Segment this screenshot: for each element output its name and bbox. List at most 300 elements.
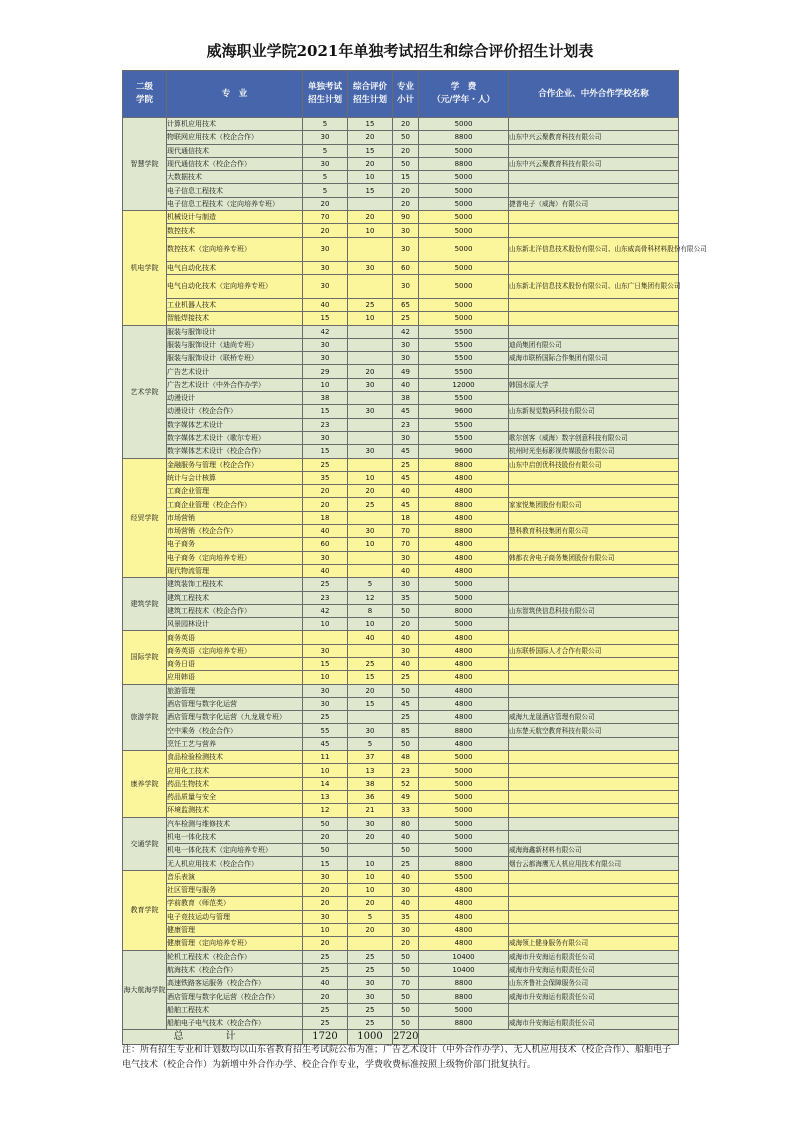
college-name: 智慧学院 [123, 118, 167, 211]
table-row [123, 184, 679, 197]
table-row [123, 224, 679, 237]
table-row [123, 990, 679, 1003]
major-subtotal: 40 [393, 830, 419, 843]
total-subtotal: 2720 [393, 1030, 419, 1045]
table-row [123, 591, 679, 604]
single-exam-plan: 20 [303, 197, 348, 210]
partner-name [509, 777, 679, 790]
header-partner: 合作企业、中外合作学校名称 [509, 71, 679, 118]
single-exam-plan: 20 [303, 498, 348, 511]
single-exam-plan: 14 [303, 777, 348, 790]
comprehensive-plan: 10 [348, 538, 393, 551]
major-subtotal: 35 [393, 591, 419, 604]
major-name: 广告艺术设计（中外合作办学） [167, 378, 303, 391]
tuition-fee: 5000 [419, 237, 509, 261]
table-row [123, 857, 679, 870]
tuition-fee: 5500 [419, 392, 509, 405]
single-exam-plan: 30 [303, 131, 348, 144]
major-name: 高速铁路客运服务（校企合作） [167, 977, 303, 990]
single-exam-plan: 50 [303, 844, 348, 857]
major-name: 服装与服饰设计 [167, 325, 303, 338]
table-row [123, 578, 679, 591]
major-name: 服装与服饰设计（联桥专班） [167, 352, 303, 365]
comprehensive-plan: 15 [348, 697, 393, 710]
major-name: 机械设计与制造 [167, 211, 303, 224]
comprehensive-plan: 5 [348, 578, 393, 591]
table-row [123, 564, 679, 577]
single-exam-plan: 29 [303, 365, 348, 378]
comprehensive-plan: 20 [348, 684, 393, 697]
partner-name [509, 923, 679, 936]
partner-name [509, 591, 679, 604]
table-row [123, 963, 679, 976]
single-exam-plan: 10 [303, 671, 348, 684]
tuition-fee: 5000 [419, 224, 509, 237]
major-subtotal: 70 [393, 525, 419, 538]
single-exam-plan: 15 [303, 857, 348, 870]
single-exam-plan: 15 [303, 312, 348, 325]
partner-name [509, 392, 679, 405]
table-row [123, 884, 679, 897]
major-subtotal: 80 [393, 817, 419, 830]
major-subtotal: 45 [393, 498, 419, 511]
major-subtotal: 40 [393, 897, 419, 910]
major-name: 药品生物技术 [167, 777, 303, 790]
major-subtotal: 90 [393, 211, 419, 224]
major-subtotal: 52 [393, 777, 419, 790]
partner-name [509, 790, 679, 803]
single-exam-plan: 38 [303, 392, 348, 405]
tuition-fee: 4800 [419, 737, 509, 750]
partner-name [509, 1003, 679, 1016]
tuition-fee: 4800 [419, 551, 509, 564]
table-row [123, 923, 679, 936]
comprehensive-plan: 10 [348, 857, 393, 870]
college-name: 旅游学院 [123, 684, 167, 750]
single-exam-plan: 5 [303, 184, 348, 197]
partner-name: 歌尔创客（威海）数字创意科技有限公司 [509, 431, 679, 444]
major-name: 现代通信技术（校企合作） [167, 157, 303, 170]
partner-name [509, 418, 679, 431]
major-name: 广告艺术设计 [167, 365, 303, 378]
major-subtotal: 60 [393, 261, 419, 274]
table-row [123, 211, 679, 224]
single-exam-plan: 40 [303, 977, 348, 990]
single-exam-plan: 25 [303, 950, 348, 963]
major-name: 应用韩语 [167, 671, 303, 684]
major-name: 统计与会计核算 [167, 471, 303, 484]
major-name: 轮机工程技术（校企合作） [167, 950, 303, 963]
major-subtotal: 50 [393, 990, 419, 1003]
tuition-fee: 5000 [419, 171, 509, 184]
table-row [123, 365, 679, 378]
major-subtotal: 85 [393, 724, 419, 737]
comprehensive-plan: 25 [348, 1017, 393, 1030]
single-exam-plan [303, 631, 348, 644]
single-exam-plan: 5 [303, 118, 348, 131]
single-exam-plan: 20 [303, 224, 348, 237]
single-exam-plan: 30 [303, 274, 348, 298]
comprehensive-plan: 30 [348, 977, 393, 990]
tuition-fee: 8800 [419, 857, 509, 870]
comprehensive-plan [348, 392, 393, 405]
tuition-fee: 5500 [419, 870, 509, 883]
major-subtotal: 50 [393, 1017, 419, 1030]
comprehensive-plan: 15 [348, 118, 393, 131]
single-exam-plan: 30 [303, 551, 348, 564]
major-subtotal: 45 [393, 471, 419, 484]
comprehensive-plan: 20 [348, 897, 393, 910]
comprehensive-plan: 10 [348, 312, 393, 325]
single-exam-plan: 60 [303, 538, 348, 551]
comprehensive-plan [348, 511, 393, 524]
major-name: 机电一体化技术 [167, 830, 303, 843]
partner-name [509, 618, 679, 631]
major-name: 酒店管理与数字化运营（校企合作） [167, 990, 303, 1003]
major-subtotal: 50 [393, 604, 419, 617]
table-row [123, 171, 679, 184]
tuition-fee: 5000 [419, 591, 509, 604]
major-name: 酒店管理与数字化运营 [167, 697, 303, 710]
tuition-fee: 8800 [419, 157, 509, 170]
table-row [123, 644, 679, 657]
tuition-fee: 5000 [419, 274, 509, 298]
tuition-fee: 4800 [419, 511, 509, 524]
table-row [123, 604, 679, 617]
tuition-fee: 5000 [419, 298, 509, 311]
table-row [123, 711, 679, 724]
major-name: 服装与服饰设计（迪尚专班） [167, 338, 303, 351]
major-subtotal: 40 [393, 657, 419, 670]
comprehensive-plan: 20 [348, 211, 393, 224]
header-row [123, 71, 679, 118]
tuition-fee: 5000 [419, 751, 509, 764]
comprehensive-plan [348, 937, 393, 950]
enrollment-plan-table [122, 70, 707, 1045]
single-exam-plan: 25 [303, 711, 348, 724]
partner-name [509, 578, 679, 591]
comprehensive-plan: 5 [348, 737, 393, 750]
comprehensive-plan: 25 [348, 298, 393, 311]
tuition-fee: 5500 [419, 431, 509, 444]
single-exam-plan: 50 [303, 817, 348, 830]
comprehensive-plan: 40 [348, 631, 393, 644]
major-name: 工业机器人技术 [167, 298, 303, 311]
single-exam-plan: 30 [303, 684, 348, 697]
major-name: 商务英语 [167, 631, 303, 644]
tuition-fee: 5000 [419, 844, 509, 857]
major-subtotal: 33 [393, 804, 419, 817]
partner-name [509, 298, 679, 311]
tuition-fee: 5000 [419, 312, 509, 325]
single-exam-plan: 42 [303, 325, 348, 338]
major-name: 商务日语 [167, 657, 303, 670]
single-exam-plan: 30 [303, 237, 348, 261]
partner-name: 山东新北洋信息技术股份有限公司、山东威高骨科材料股份有限公司 [509, 237, 679, 261]
comprehensive-plan: 20 [348, 131, 393, 144]
major-name: 工商企业管理（校企合作） [167, 498, 303, 511]
major-name: 市场营销（校企合作） [167, 525, 303, 538]
table-row [123, 618, 679, 631]
major-subtotal: 45 [393, 405, 419, 418]
major-subtotal: 30 [393, 431, 419, 444]
tuition-fee: 4800 [419, 564, 509, 577]
single-exam-plan: 15 [303, 445, 348, 458]
table-row [123, 471, 679, 484]
single-exam-plan: 45 [303, 737, 348, 750]
major-name: 应用化工技术 [167, 764, 303, 777]
partner-name [509, 684, 679, 697]
table-row [123, 525, 679, 538]
comprehensive-plan: 25 [348, 950, 393, 963]
table-row [123, 538, 679, 551]
single-exam-plan: 25 [303, 578, 348, 591]
tuition-fee: 4800 [419, 657, 509, 670]
major-subtotal: 50 [393, 131, 419, 144]
partner-name: 家家悦集团股份有限公司 [509, 498, 679, 511]
major-name: 数字媒体艺术设计（校企合作） [167, 445, 303, 458]
partner-name: 威海九龙晟酒店管理有限公司 [509, 711, 679, 724]
major-name: 机电一体化技术（定向培养专班） [167, 844, 303, 857]
comprehensive-plan: 30 [348, 405, 393, 418]
table-row [123, 844, 679, 857]
major-subtotal: 20 [393, 937, 419, 950]
partner-name [509, 471, 679, 484]
major-name: 电子竞技运动与管理 [167, 910, 303, 923]
major-name: 电气自动化技术 [167, 261, 303, 274]
major-name: 数控技术 [167, 224, 303, 237]
tuition-fee: 5500 [419, 352, 509, 365]
table-row [123, 910, 679, 923]
major-name: 现代通信技术 [167, 144, 303, 157]
major-name: 电子商务 [167, 538, 303, 551]
major-subtotal: 70 [393, 538, 419, 551]
partner-name: 山东中启创优科技股份有限公司 [509, 458, 679, 471]
single-exam-plan: 10 [303, 378, 348, 391]
single-exam-plan: 10 [303, 764, 348, 777]
table-row [123, 937, 679, 950]
major-name: 无人机应用技术（校企合作） [167, 857, 303, 870]
partner-name: 山东齐鲁社会保障服务公司 [509, 977, 679, 990]
partner-name [509, 764, 679, 777]
tuition-fee: 5000 [419, 578, 509, 591]
comprehensive-plan: 10 [348, 884, 393, 897]
single-exam-plan: 20 [303, 884, 348, 897]
header-tuition: 学 费 （元/学年・人） [419, 71, 509, 118]
major-subtotal: 45 [393, 697, 419, 710]
table-row [123, 751, 679, 764]
major-subtotal: 20 [393, 144, 419, 157]
single-exam-plan: 42 [303, 604, 348, 617]
table-row [123, 338, 679, 351]
college-name: 机电学院 [123, 211, 167, 325]
major-subtotal: 30 [393, 644, 419, 657]
comprehensive-plan [348, 644, 393, 657]
tuition-fee: 4800 [419, 471, 509, 484]
major-name: 数控技术（定向培养专班） [167, 237, 303, 261]
comprehensive-plan [348, 711, 393, 724]
major-name: 建筑工程技术 [167, 591, 303, 604]
comprehensive-plan [348, 352, 393, 365]
major-name: 大数据技术 [167, 171, 303, 184]
major-subtotal: 70 [393, 977, 419, 990]
single-exam-plan: 30 [303, 431, 348, 444]
tuition-fee: 5000 [419, 804, 509, 817]
partner-name: 威海市升安海运有限责任公司 [509, 1017, 679, 1030]
comprehensive-plan: 21 [348, 804, 393, 817]
single-exam-plan: 40 [303, 564, 348, 577]
single-exam-plan: 30 [303, 352, 348, 365]
major-subtotal: 48 [393, 751, 419, 764]
major-subtotal: 40 [393, 378, 419, 391]
footnote: 注：所有招生专业和计划数均以山东省教育招生考试院公布为准；广告艺术设计（中外合作办学）、无人机应用技术（校企合作）、船舶电子电气技术（校企合作）为新增中外合作办学、校企合作专业，学费收费标准按照上级物价部门批复执行。 [122, 1045, 672, 1070]
partner-name [509, 910, 679, 923]
partner-name: 山东新北洋信息技术股份有限公司、山东广日集团有限公司 [509, 274, 679, 298]
college-name: 国际学院 [123, 631, 167, 684]
comprehensive-plan [348, 197, 393, 210]
table-row [123, 274, 679, 298]
comprehensive-plan: 12 [348, 591, 393, 604]
partner-name: 捷普电子（威海）有限公司 [509, 197, 679, 210]
major-subtotal: 20 [393, 618, 419, 631]
single-exam-plan: 5 [303, 171, 348, 184]
tuition-fee: 5000 [419, 118, 509, 131]
table-row [123, 950, 679, 963]
comprehensive-plan [348, 431, 393, 444]
single-exam-plan: 25 [303, 963, 348, 976]
single-exam-plan: 25 [303, 458, 348, 471]
major-name: 健康管理（定向培养专班） [167, 937, 303, 950]
comprehensive-plan: 13 [348, 764, 393, 777]
comprehensive-plan: 20 [348, 157, 393, 170]
major-name: 汽车检测与维修技术 [167, 817, 303, 830]
major-subtotal: 20 [393, 184, 419, 197]
partner-name: 威海领上健身服务有限公司 [509, 937, 679, 950]
tuition-fee: 5000 [419, 777, 509, 790]
partner-name: 杭州时光坐标影视传媒股份有限公司 [509, 445, 679, 458]
major-subtotal: 65 [393, 298, 419, 311]
major-subtotal: 50 [393, 1003, 419, 1016]
tuition-fee: 9600 [419, 445, 509, 458]
comprehensive-plan: 15 [348, 144, 393, 157]
major-name: 计算机应用技术 [167, 118, 303, 131]
major-subtotal: 35 [393, 910, 419, 923]
table-row [123, 261, 679, 274]
partner-name [509, 224, 679, 237]
tuition-fee: 5000 [419, 197, 509, 210]
major-name: 物联网应用技术（校企合作） [167, 131, 303, 144]
single-exam-plan: 30 [303, 644, 348, 657]
major-name: 建筑装饰工程技术 [167, 578, 303, 591]
comprehensive-plan: 30 [348, 990, 393, 1003]
single-exam-plan: 12 [303, 804, 348, 817]
major-subtotal: 30 [393, 884, 419, 897]
comprehensive-plan: 20 [348, 923, 393, 936]
tuition-fee: 4800 [419, 671, 509, 684]
major-subtotal: 18 [393, 511, 419, 524]
partner-name: 韩都衣舍电子商务集团股份有限公司 [509, 551, 679, 564]
major-name: 动漫设计（校企合作） [167, 405, 303, 418]
comprehensive-plan: 20 [348, 485, 393, 498]
major-subtotal: 30 [393, 338, 419, 351]
comprehensive-plan: 30 [348, 378, 393, 391]
partner-name [509, 211, 679, 224]
major-subtotal: 50 [393, 684, 419, 697]
single-exam-plan: 25 [303, 1017, 348, 1030]
partner-name [509, 118, 679, 131]
table-body [123, 118, 707, 1045]
major-name: 航海技术（校企合作） [167, 963, 303, 976]
page-title: 威海职业学院2021年单独考试招生和综合评价招生计划表 [206, 42, 594, 60]
comprehensive-plan: 5 [348, 910, 393, 923]
table-row [123, 1017, 679, 1030]
table-row [123, 458, 679, 471]
comprehensive-plan [348, 418, 393, 431]
partner-name [509, 870, 679, 883]
major-subtotal: 30 [393, 923, 419, 936]
major-name: 数字媒体艺术设计（歌尔专班） [167, 431, 303, 444]
major-name: 学前教育（师范类） [167, 897, 303, 910]
tuition-fee: 8800 [419, 977, 509, 990]
tuition-fee: 8800 [419, 525, 509, 538]
comprehensive-plan [348, 551, 393, 564]
header-single-exam: 单独考试 招生计划 [303, 71, 348, 118]
single-exam-plan: 30 [303, 338, 348, 351]
single-exam-plan: 30 [303, 870, 348, 883]
table-row [123, 237, 679, 261]
comprehensive-plan [348, 844, 393, 857]
tuition-fee: 5000 [419, 790, 509, 803]
major-name: 音乐表演 [167, 870, 303, 883]
table-row [123, 631, 679, 644]
comprehensive-plan [348, 325, 393, 338]
major-name: 环境监测技术 [167, 804, 303, 817]
partner-name [509, 144, 679, 157]
single-exam-plan: 23 [303, 418, 348, 431]
tuition-fee: 5000 [419, 1003, 509, 1016]
comprehensive-plan: 15 [348, 184, 393, 197]
college-name: 交通学院 [123, 817, 167, 870]
partner-name: 烟台云都海鹰无人机应用技术有限公司 [509, 857, 679, 870]
comprehensive-plan: 20 [348, 365, 393, 378]
tuition-fee: 10400 [419, 950, 509, 963]
single-exam-plan: 70 [303, 211, 348, 224]
table-row [123, 777, 679, 790]
comprehensive-plan [348, 274, 393, 298]
tuition-fee: 4800 [419, 923, 509, 936]
partner-name: 威海海鑫新材料有限公司 [509, 844, 679, 857]
single-exam-plan: 23 [303, 591, 348, 604]
tuition-fee: 4800 [419, 631, 509, 644]
major-subtotal: 50 [393, 157, 419, 170]
single-exam-plan: 13 [303, 790, 348, 803]
partner-name: 山东智筑侠信息科技有限公司 [509, 604, 679, 617]
table-row [123, 657, 679, 670]
tuition-fee: 8800 [419, 990, 509, 1003]
comprehensive-plan: 30 [348, 261, 393, 274]
partner-name [509, 171, 679, 184]
major-subtotal: 40 [393, 631, 419, 644]
major-subtotal: 30 [393, 578, 419, 591]
partner-name: 山东联桥国际人才合作有限公司 [509, 644, 679, 657]
comprehensive-plan: 36 [348, 790, 393, 803]
partner-name: 威海市升安海运有限责任公司 [509, 990, 679, 1003]
comprehensive-plan: 25 [348, 657, 393, 670]
table-row [123, 684, 679, 697]
tuition-fee: 4800 [419, 485, 509, 498]
table-row [123, 551, 679, 564]
partner-name: 迪尚集团有限公司 [509, 338, 679, 351]
